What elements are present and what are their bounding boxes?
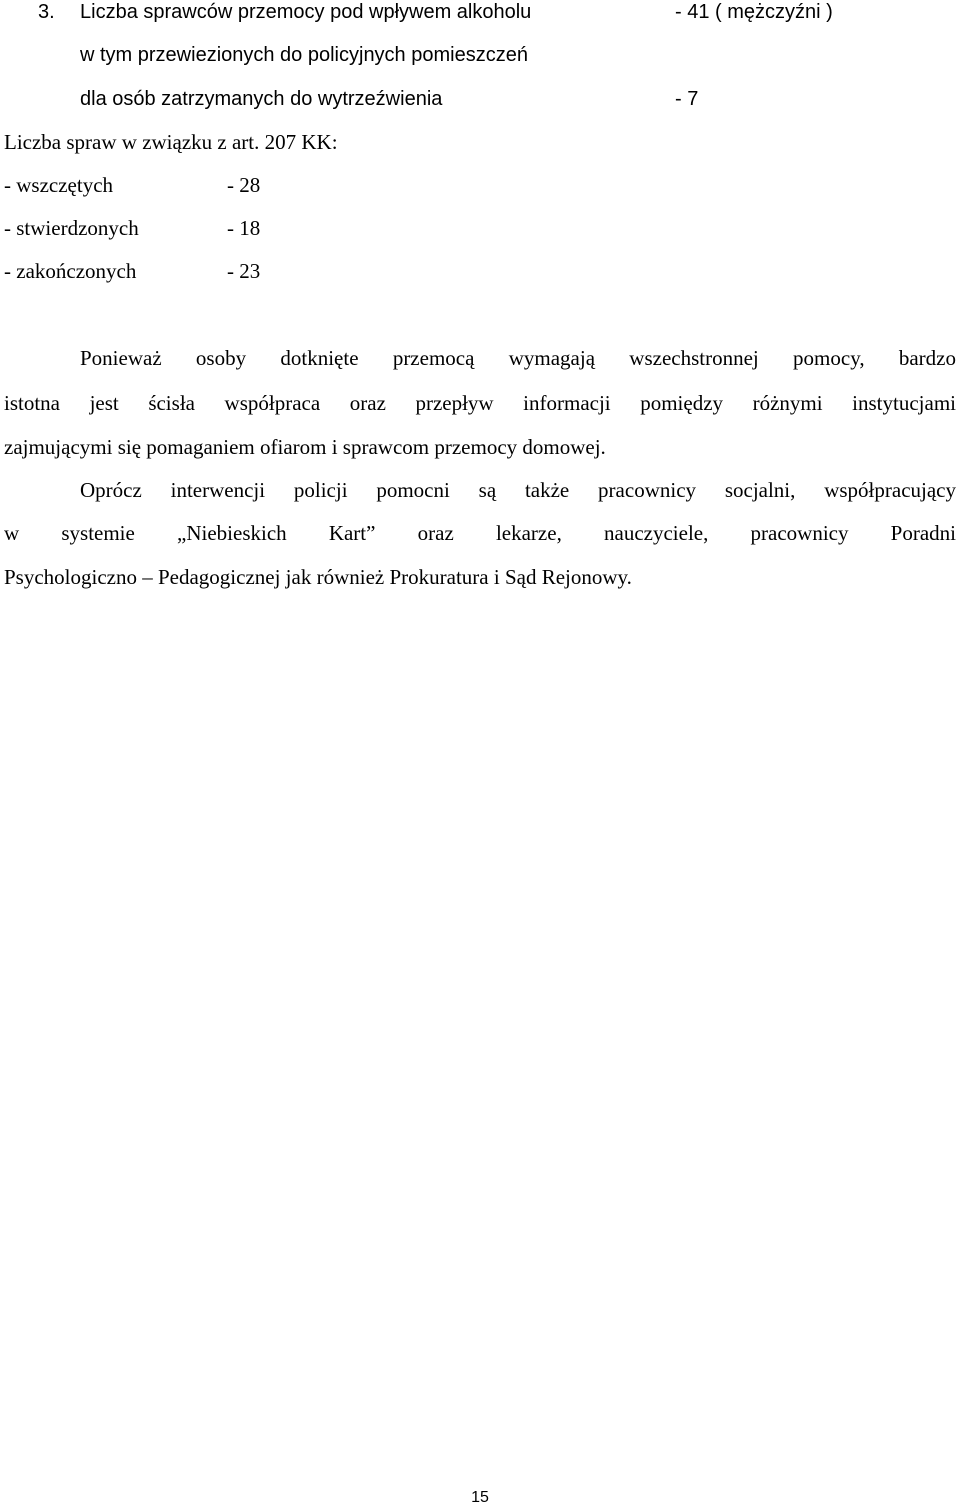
item-line-wytrzezwienia: dla osób zatrzymanych do wytrzeźwienia bbox=[80, 88, 443, 110]
kk207-value-wszczetych: - 28 bbox=[227, 173, 261, 197]
paragraph-institutions-line-1: Oprócz interwencji policji pomocni są także pracownicy socjalni, współpracujący bbox=[80, 478, 956, 502]
kk207-label-stwierdzonych: - stwierdzonych bbox=[4, 216, 139, 240]
item-value-wytrzezwienia: - 7 bbox=[675, 88, 699, 110]
item-number: 3. bbox=[38, 1, 55, 23]
item-value-sprawcy: - 41 ( mężczyźni ) bbox=[675, 1, 833, 23]
paragraph-cooperation-line-2: istotna jest ścisła współpraca oraz przepływ informacji pomiędzy różnymi instytucjami bbox=[4, 391, 956, 415]
kk207-value-zakonczonych: - 23 bbox=[227, 259, 261, 283]
kk207-heading: Liczba spraw w związku z art. 207 KK: bbox=[4, 130, 338, 154]
paragraph-institutions-line-2: w systemie „Niebieskich Kart” oraz lekarze, nauczyciele, pracownicy Poradni bbox=[4, 521, 956, 545]
paragraph-institutions-line-3: Psychologiczno – Pedagogicznej jak również Prokuratura i Sąd Rejonowy. bbox=[4, 565, 632, 589]
paragraph-cooperation-line-3: zajmującymi się pomaganiem ofiarom i sprawcom przemocy domowej. bbox=[4, 435, 606, 459]
page-number: 15 bbox=[471, 1489, 489, 1506]
kk207-label-wszczetych: - wszczętych bbox=[4, 173, 114, 197]
item-line-sprawcy: Liczba sprawców przemocy pod wpływem alkoholu bbox=[80, 1, 532, 23]
item-line-przewiezionych: w tym przewiezionych do policyjnych pomieszczeń bbox=[80, 44, 528, 66]
kk207-value-stwierdzonych: - 18 bbox=[227, 216, 261, 240]
paragraph-cooperation-line-1: Ponieważ osoby dotknięte przemocą wymagają wszechstronnej pomocy, bardzo bbox=[80, 346, 956, 370]
kk207-label-zakonczonych: - zakończonych bbox=[4, 259, 137, 283]
